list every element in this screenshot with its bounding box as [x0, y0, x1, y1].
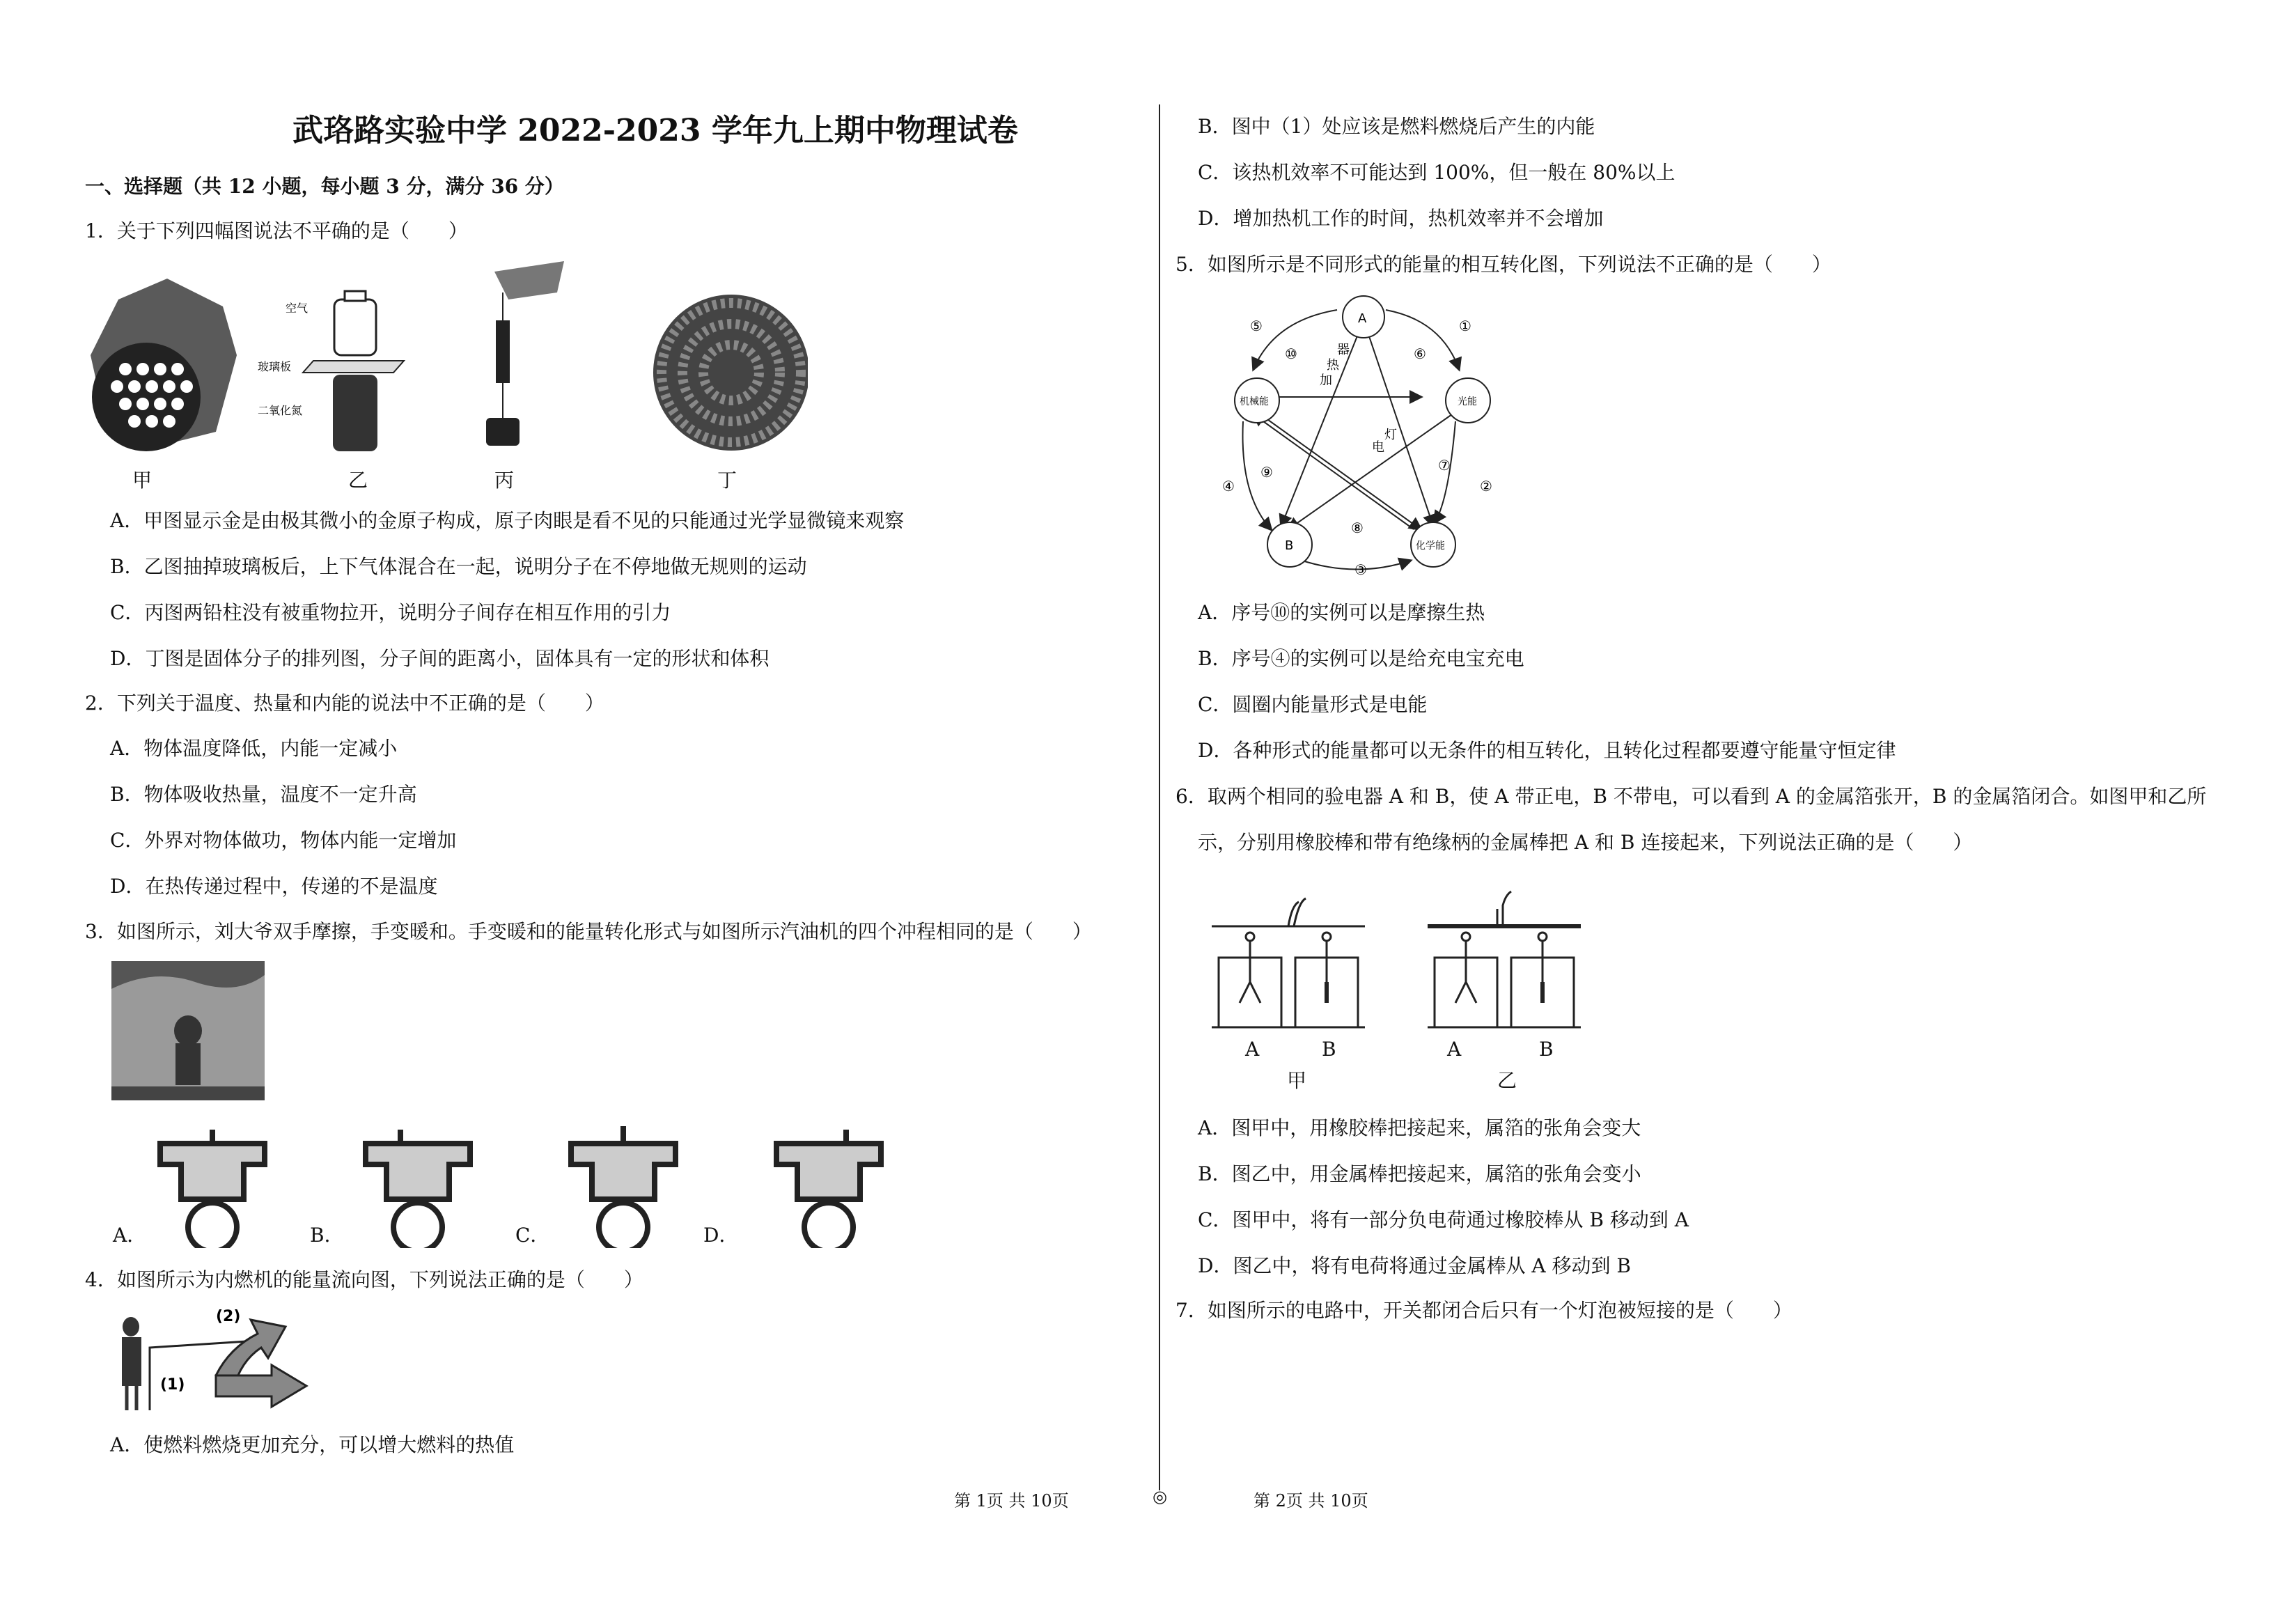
q3-stem: 3．如图所示，刘大爷双手摩擦，手变暖和。手变暖和的能量转化形式与如图所示汽油机的四个冲程相同的是（ ）: [85, 920, 1092, 943]
electroscope-pair-jia: [1212, 898, 1365, 1027]
hand-rubbing-image: [111, 961, 265, 1100]
q2-option-a: A．物体温度降低，内能一定减小: [110, 737, 398, 760]
q7-stem: 7．如图所示的电路中，开关都闭合后只有一个灯泡被短接的是（ ）: [1176, 1299, 1793, 1322]
num-3: ③: [1354, 561, 1367, 578]
electroscope-figure: [1212, 884, 1602, 1045]
q1-label-yi: 乙: [348, 469, 368, 492]
q6-option-a: A．图甲中，用橡胶棒把接起来，属箔的张角会变大: [1198, 1116, 1641, 1139]
engine-b: [366, 1130, 470, 1248]
char-qi: 器: [1337, 343, 1350, 357]
char-re: 热: [1327, 358, 1339, 373]
label-air: 空气: [286, 302, 309, 315]
node-chemical-label: 化学能: [1416, 540, 1445, 552]
q6-label-b2: B: [1539, 1038, 1554, 1061]
q6-option-b: B．图乙中，用金属棒把接起来，属箔的张角会变小: [1198, 1162, 1641, 1185]
q4-option-b: B．图中（1）处应该是燃料燃烧后产生的内能: [1198, 115, 1595, 138]
q1-option-a: A．甲图显示金是由极其微小的金原子构成，原子肉眼是看不见的只能通过光学显微镜来观察: [110, 509, 905, 532]
q6-label-yi: 乙: [1497, 1069, 1517, 1092]
gold-atoms-image: [91, 279, 237, 451]
q5-stem: 5．如图所示是不同形式的能量的相互转化图，下列说法不正确的是（ ）: [1176, 253, 1832, 276]
num-5: ⑤: [1250, 318, 1263, 334]
gas-diffusion-image: [258, 291, 404, 451]
q6-stem-line2: 示，分别用橡胶棒和带有绝缘柄的金属棒把 A 和 B 连接起来，下列说法正确的是（ ）: [1198, 831, 1973, 854]
q3-option-a: A．: [113, 1224, 147, 1247]
solid-molecules-image: [653, 295, 808, 451]
char-dian: 电: [1372, 440, 1384, 455]
q6-label-jia: 甲: [1287, 1069, 1307, 1092]
footer-page-left: 第 1页 共 10页: [954, 1491, 1069, 1511]
q1-option-d: D．丁图是固体分子的排列图，分子间的距离小，固体具有一定的形状和体积: [110, 647, 770, 670]
num-2: ②: [1480, 478, 1492, 494]
q2-option-b: B．物体吸收热量，温度不一定升高: [110, 783, 417, 806]
num-7: ⑦: [1438, 457, 1451, 474]
q1-option-b: B．乙图抽掉玻璃板后，上下气体混合在一起，说明分子在不停地做无规则的运动: [110, 555, 807, 578]
section-heading: 一、选择题（共 12 小题，每小题 3 分，满分 36 分）: [85, 175, 564, 198]
q3-option-d: D．: [703, 1224, 739, 1247]
num-10: ⑩: [1285, 345, 1297, 362]
q4-option-d: D．增加热机工作的时间，热机效率并不会增加: [1198, 207, 1604, 230]
q1-label-jia: 甲: [132, 469, 153, 492]
energy-conversion-figure: [1212, 293, 1518, 585]
q6-option-c: C．图甲中，将有一部分负电荷通过橡胶棒从 B 移动到 A: [1198, 1208, 1689, 1231]
footer-page-right: 第 2页 共 10页: [1254, 1491, 1368, 1511]
num-8: ⑧: [1351, 520, 1364, 536]
engine-d: [776, 1130, 881, 1248]
num-1: ①: [1459, 318, 1471, 334]
q5-option-a: A．序号⑩的实例可以是摩擦生热: [1198, 601, 1485, 624]
engine-c: [571, 1126, 675, 1248]
q6-stem-line1: 6．取两个相同的验电器 A 和 B，使 A 带正电，B 不带电，可以看到 A 的金属箔张开，B 的金属箔闭合。如图甲和乙所: [1176, 785, 2207, 808]
char-jia: 加: [1320, 373, 1332, 388]
q4-option-c: C．该热机效率不可能达到 100%，但一般在 80%以上: [1198, 161, 1676, 184]
q1-label-ding: 丁: [717, 469, 737, 492]
node-light-label: 光能: [1458, 396, 1477, 407]
engine-a: [160, 1130, 265, 1248]
q3-option-b: B．: [310, 1224, 344, 1247]
q5-option-d: D．各种形式的能量都可以无条件的相互转化，且转化过程都要遵守能量守恒定律: [1198, 739, 1896, 762]
q2-option-d: D．在热传递过程中，传递的不是温度: [110, 875, 438, 898]
page-title: 武珞路实验中学 2022-2023 学年九上期中物理试卷: [292, 113, 1018, 148]
label-2: (2): [216, 1308, 241, 1325]
q6-option-d: D．图乙中，将有电荷将通过金属棒从 A 移动到 B: [1198, 1254, 1631, 1277]
num-6: ⑥: [1414, 345, 1426, 362]
q1-stem: 1．关于下列四幅图说法不平确的是（ ）: [85, 219, 468, 242]
label-1: (1): [160, 1376, 185, 1394]
num-4: ④: [1222, 478, 1235, 494]
q5-option-b: B．序号④的实例可以是给充电宝充电: [1198, 647, 1524, 670]
q5-option-c: C．圆圈内能量形式是电能: [1198, 693, 1428, 716]
node-mechanical-label: 机械能: [1240, 396, 1269, 407]
char-deng: 灯: [1384, 428, 1397, 442]
footer-center-mark: ◎: [1153, 1487, 1167, 1506]
q2-stem: 2．下列关于温度、热量和内能的说法中不正确的是（ ）: [85, 692, 604, 715]
q6-label-a2: A: [1447, 1038, 1462, 1061]
node-b-label: B: [1285, 538, 1294, 553]
q2-option-c: C．外界对物体做功，物体内能一定增加: [110, 829, 457, 852]
label-no2: 二氧化氮: [258, 404, 303, 417]
label-glass: 玻璃板: [258, 360, 292, 373]
q6-label-a1: A: [1245, 1038, 1260, 1061]
q6-label-b1: B: [1322, 1038, 1336, 1061]
q3-option-c: C．: [515, 1224, 550, 1247]
node-a-label: A: [1358, 311, 1367, 326]
q1-label-bing: 丙: [494, 469, 515, 492]
q1-option-c: C．丙图两铅柱没有被重物拉开，说明分子间存在相互作用的引力: [110, 601, 671, 624]
energy-flow-figure: [111, 1306, 320, 1421]
q4-option-a: A．使燃料燃烧更加充分，可以增大燃料的热值: [110, 1433, 515, 1456]
electroscope-pair-yi: [1428, 891, 1581, 1027]
q4-stem: 4．如图所示为内燃机的能量流向图，下列说法正确的是（ ）: [85, 1268, 643, 1291]
column-divider: [1159, 104, 1160, 1490]
lead-columns-image: [486, 261, 564, 446]
num-9: ⑨: [1260, 464, 1273, 481]
q1-figure: [77, 258, 808, 488]
